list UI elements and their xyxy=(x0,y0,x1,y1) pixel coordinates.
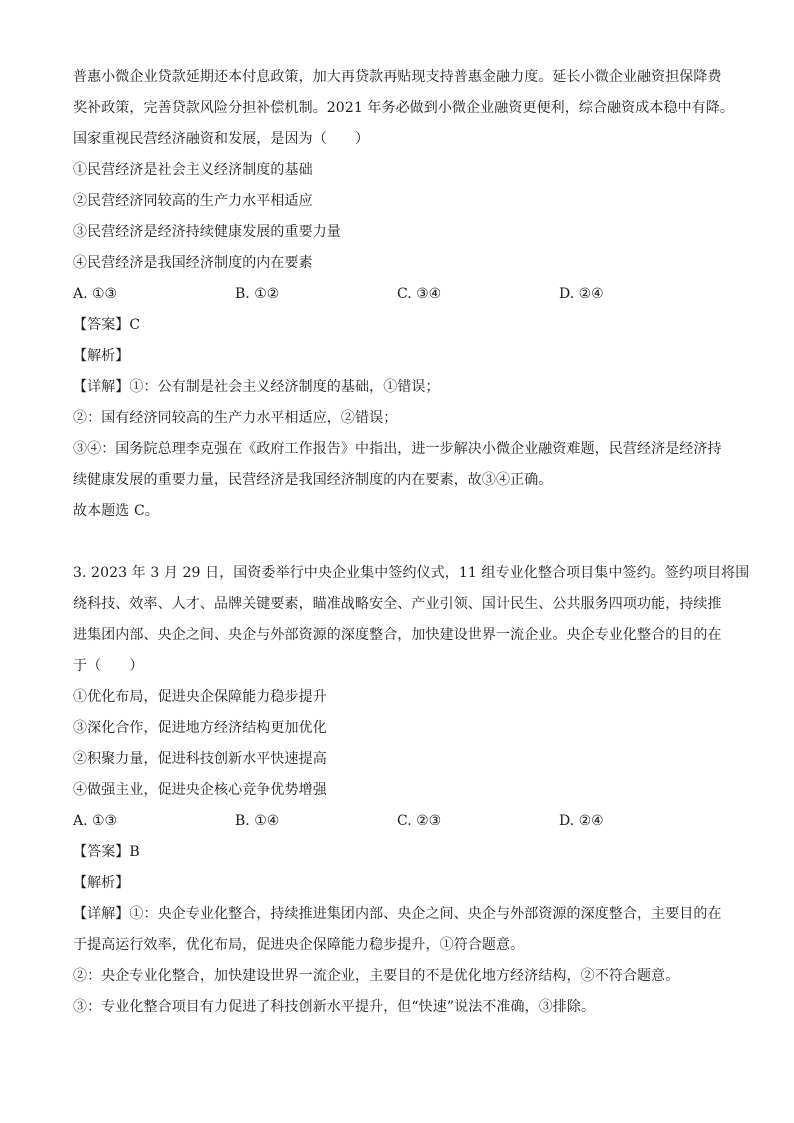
statement: ①优化布局，促进央企保障能力稳步提升 xyxy=(73,689,327,705)
stem-line: 奖补政策，完善贷款风险分担补偿机制。2021 年务必做到小微企业融资更便利，综合融资成本稳中有降。 xyxy=(73,100,734,116)
question-3-stem xyxy=(73,558,750,682)
stem-line: 进集团内部、央企之间、央企与外部资源的深度整合，加快建设世界一流企业。央企专业化整合的目的在 xyxy=(73,627,722,643)
analysis-label: 【解析】 xyxy=(73,875,130,891)
spacer xyxy=(73,527,723,558)
question-3-options xyxy=(73,806,723,837)
stem-line: 国家重视民营经济融资和发展，是因为（ ） xyxy=(73,131,370,147)
option-a: A. ①③ xyxy=(73,813,118,829)
question-2-statements xyxy=(73,155,723,279)
detail-line: 【详解】①：公有制是社会主义经济制度的基础，①错误； xyxy=(73,379,440,395)
answer-line: 【答案】C xyxy=(73,317,141,333)
detail-line: 故本题选 C。 xyxy=(73,503,159,519)
statement: ③民营经济是经济持续健康发展的重要力量 xyxy=(73,224,341,240)
detail-line: 【详解】①：央企专业化整合，持续推进集团内部、央企之间、央企与外部资源的深度整合，主要目的在 xyxy=(73,906,722,922)
option-b: B. ①② xyxy=(235,286,280,302)
detail-line: ②：国有经济同较高的生产力水平相适应，②错误； xyxy=(73,410,398,426)
option-c: C. ③④ xyxy=(397,286,442,302)
detail-line: ③：专业化整合项目有力促进了科技创新水平提升，但“快速”说法不准确，③排除。 xyxy=(73,999,596,1015)
statement: ①民营经济是社会主义经济制度的基础 xyxy=(73,162,313,178)
stem-line: 普惠小微企业贷款延期还本付息政策，加大再贷款再贴现支持普惠金融力度。延长小微企业融资担保降费 xyxy=(73,69,722,85)
statement: ④做强主业，促进央企核心竞争优势增强 xyxy=(73,782,327,798)
detail-line: 于提高运行效率，优化布局，促进央企保障能力稳步提升，①符合题意。 xyxy=(73,937,525,953)
option-b: B. ①④ xyxy=(235,813,280,829)
statement: ④民营经济是我国经济制度的内在要素 xyxy=(73,255,313,271)
question-2-details xyxy=(73,372,723,527)
statement: ③深化合作，促进地方经济结构更加优化 xyxy=(73,720,327,736)
option-d: D. ②④ xyxy=(559,813,604,829)
detail-line: 续健康发展的重要力量，民营经济是我国经济制度的内在要素，故③④正确。 xyxy=(73,472,553,488)
stem-line: 于（ ） xyxy=(73,658,144,674)
detail-line: ②：央企专业化整合，加快建设世界一流企业，主要目的不是优化地方经济结构，②不符合题意。 xyxy=(73,968,680,984)
stem-line: 3. 2023 年 3 月 29 日，国资委举行中央企业集中签约仪式，11 组专业化整合项目集中签约。签约项目将围 xyxy=(73,565,750,581)
option-a: A. ①③ xyxy=(73,286,118,302)
analysis-label: 【解析】 xyxy=(73,348,130,364)
question-3-details xyxy=(73,899,723,1023)
statement: ②民营经济同较高的生产力水平相适应 xyxy=(73,193,313,209)
option-c: C. ②③ xyxy=(397,813,442,829)
detail-line: ③④：国务院总理李克强在《政府工作报告》中指出，进一步解决小微企业融资难题，民营经济是经济持 xyxy=(73,441,722,457)
question-3-statements xyxy=(73,682,723,806)
stem-line: 绕科技、效率、人才、品牌关键要素，瞄准战略安全、产业引领、国计民生、公共服务四项功能，持续推 xyxy=(73,596,722,612)
question-2-options xyxy=(73,279,723,310)
answer-line: 【答案】B xyxy=(73,844,140,860)
document-page xyxy=(73,62,750,1023)
question-2-stem xyxy=(73,62,734,155)
statement: ②积聚力量，促进科技创新水平快速提高 xyxy=(73,751,327,767)
option-d: D. ②④ xyxy=(559,286,604,302)
